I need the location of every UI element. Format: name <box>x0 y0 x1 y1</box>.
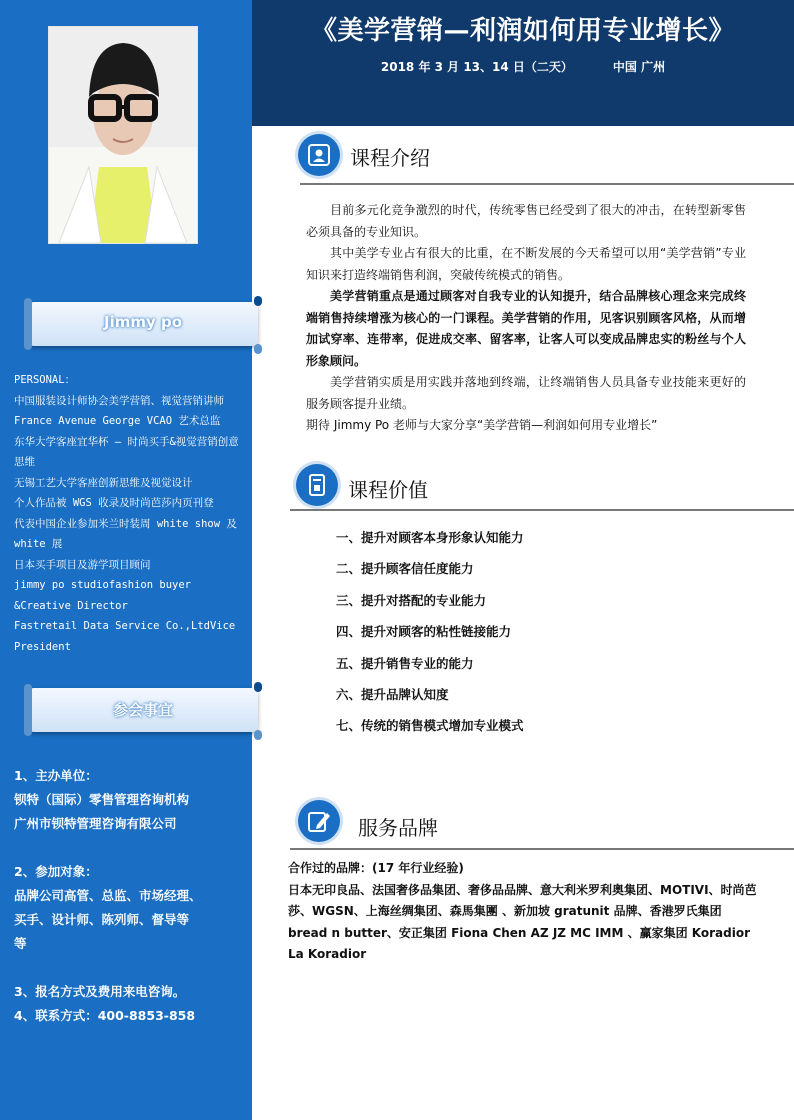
personal-line: 东华大学客座宜华杯 — 时尚买手&视觉营销创意思维 <box>14 435 239 468</box>
brands-subtitle: 合作过的品牌：(17 年行业经验) <box>288 861 464 875</box>
intro-paragraph: 其中美学专业占有很大的比重，在不断发展的今天希望可以用“美学营销”专业知识来打造终端销售利润，突破传统模式的销售。 <box>306 246 746 282</box>
divider <box>300 183 794 185</box>
section-title-intro: 课程介绍 <box>350 146 430 170</box>
organizer-label: 1、主办单位： <box>14 768 98 783</box>
event-date: 2018 年 3 月 13、14 日（二天） <box>380 60 573 74</box>
personal-line: France Avenue George VCAO 艺术总监 <box>14 415 221 427</box>
speaker-name: Jimmy po <box>103 313 183 331</box>
intro-paragraph: 美学营销实质是用实践并落地到终端，让终端销售人员具备专业技能来更好的服务顾客提升业绩。 <box>306 375 746 411</box>
personal-line: 中国服装设计师协会美学营销、视觉营销讲师 <box>14 394 224 407</box>
value-list <box>336 528 524 748</box>
document-icon <box>296 464 338 506</box>
meeting-info <box>14 764 244 1028</box>
audience-line: 等 <box>14 936 27 951</box>
event-info <box>252 58 794 75</box>
divider <box>290 509 794 511</box>
sidebar <box>0 0 252 1120</box>
personal-info <box>14 370 242 657</box>
personal-line: 个人作品被 WGS 收录及时尚芭莎内页刊登 <box>14 497 214 509</box>
brands-body <box>288 858 758 966</box>
divider <box>290 848 794 850</box>
value-item: 五、提升销售专业的能力 <box>336 655 474 671</box>
page-header <box>252 0 794 126</box>
personal-line: PERSONAL： <box>14 374 76 386</box>
name-ribbon <box>28 302 258 346</box>
personal-line: 日本买手项目及游学项目顾问 <box>14 558 151 571</box>
audience-line: 买手、设计师、陈列师、督导等 <box>14 912 190 927</box>
page-title: 《美学营销—利润如何用专业增长》 <box>310 16 735 46</box>
person-badge-icon <box>298 134 340 176</box>
section-title-brands: 服务品牌 <box>358 816 438 840</box>
audience-label: 2、参加对象： <box>14 864 98 879</box>
profile-photo <box>48 26 198 244</box>
value-item: 六、提升品牌认知度 <box>336 686 449 702</box>
event-location: 中国 广州 <box>612 60 666 74</box>
brands-list: 日本无印良品、法国奢侈品集团、奢侈品品牌、意大利米罗利奥集团、MOTIVI、时尚芭莎、WGSN、上海丝绸集团、森馬集團 、新加坡 gratunit 品牌、香港罗氏集团 bread n butter、安正集团 Fiona Chen AZ JZ MC IMM 、赢家集团 Koradior La Koradior <box>288 882 757 961</box>
edit-icon <box>298 800 340 842</box>
signup-line: 3、报名方式及费用来电咨询。 <box>14 984 186 999</box>
value-item: 四、提升对顾客的粘性链接能力 <box>336 624 512 640</box>
organizer-line: 钡特（国际）零售管理咨询机构 <box>14 792 190 807</box>
meeting-ribbon <box>28 688 258 732</box>
value-item: 三、提升对搭配的专业能力 <box>336 592 487 608</box>
personal-line: 无锡工艺大学客座创新思维及视觉设计 <box>14 476 193 489</box>
personal-line: Fastretail Data Service Co.,LtdVice President <box>14 620 236 653</box>
personal-line: jimmy po studiofashion buyer &Creative Director <box>14 579 192 612</box>
intro-paragraph: 目前多元化竞争激烈的时代，传统零售已经受到了很大的冲击，在转型新零售必须具备的专业知识。 <box>306 203 746 239</box>
personal-line: 代表中国企业参加米兰时装周 white show 及 white 展 <box>14 517 237 550</box>
intro-body <box>306 200 746 437</box>
value-item: 一、提升对顾客本身形象认知能力 <box>336 530 524 545</box>
section-title-value: 课程价值 <box>348 478 428 502</box>
organizer-line: 广州市钡特管理咨询有限公司 <box>14 816 177 831</box>
intro-paragraph: 期待 Jimmy Po 老师与大家分享“美学营销—利润如何用专业增长” <box>306 418 658 432</box>
contact-line: 4、联系方式：400-8853-858 <box>14 1008 196 1023</box>
meeting-heading: 参会事宜 <box>112 701 173 719</box>
value-item: 七、传统的销售模式增加专业模式 <box>336 718 524 734</box>
intro-paragraph: 美学营销重点是通过顾客对自我专业的认知提升，结合品牌核心理念来完成终端销售持续增涨为核心的一门课程。美学营销的作用，见客识别顾客风格，从而增加试穿率、连带率，促进成交率、留客率，让客人可以变成品牌忠实的粉丝与个人形象顾问。 <box>306 289 746 368</box>
audience-line: 品牌公司高管、总监、市场经理、 <box>14 888 202 903</box>
value-item: 二、提升顾客信任度能力 <box>336 561 474 577</box>
